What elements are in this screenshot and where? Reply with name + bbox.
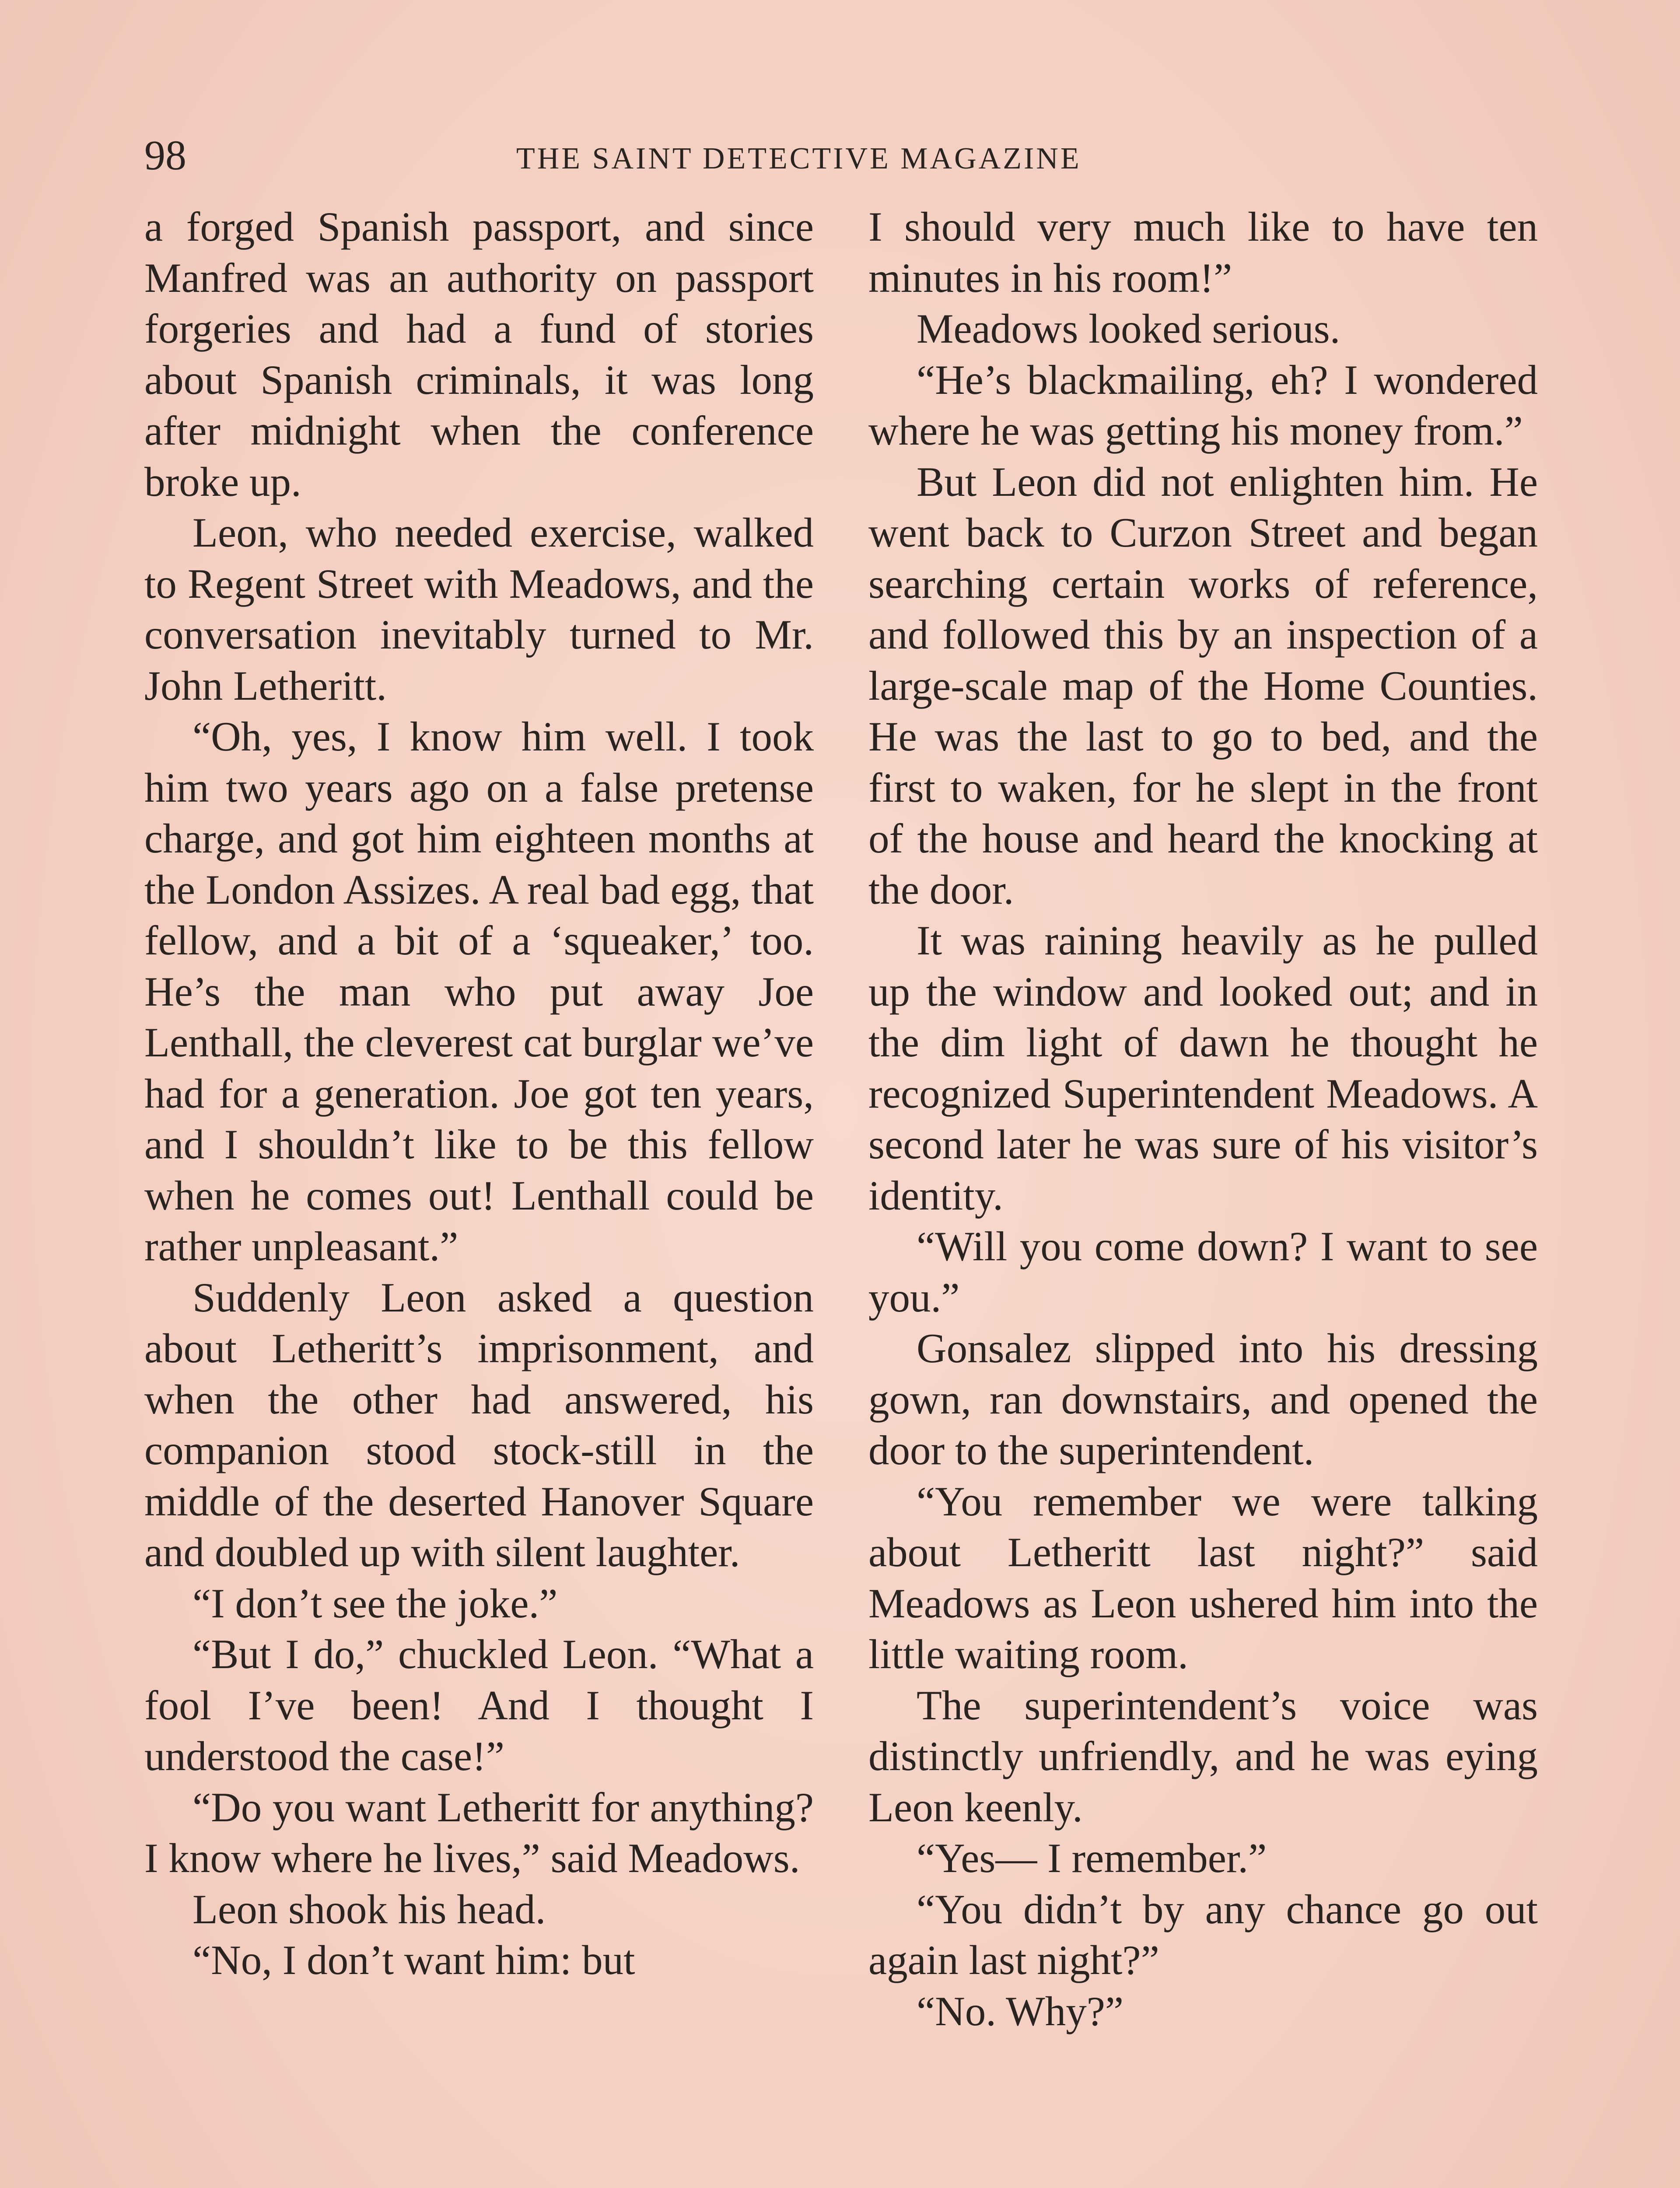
paragraph: “No. Why?” [917,1988,1124,2034]
page-number: 98 [144,132,186,179]
paragraph: “Do you want Letheritt for anything? I know where he lives,” said Meadows. [144,1784,814,1881]
paragraph: “He’s blackmailing, eh? I wondered where he was getting his money from.” [868,356,1538,454]
paragraph: “I don’t see the joke.” [192,1580,558,1627]
running-title: THE SAINT DETECTIVE MAGAZINE [516,142,1082,175]
paragraph: It was raining heavily as he pulled up the window and looked out; and in the dim light of dawn he thought he recognized Superintendent Meadows. A second later he was sure of his visitor’s identity. [868,917,1538,1219]
paragraph: But Leon did not enlighten him. He went back to Curzon Street and began searching certain works of reference, and followed this by an inspection of a large-scale map of the Home Counties. He was the last to go to bed, and the first to waken, for he slept in the front of the house and heard the knocking at the door. [868,458,1538,913]
paragraph: The superintendent’s voice was distinctly unfriendly, and he was eying Leon keenly. [868,1682,1538,1830]
right-column [868,201,1538,2037]
paragraph: “You remember we were talking about Letheritt last night?” said Meadows as Leon ushered him into the little waiting room. [868,1478,1538,1677]
paragraph: Gonsalez slipped into his dressing gown, ran downstairs, and opened the door to the superintendent. [868,1325,1538,1473]
paragraph: “No, I don’t want him: but [192,1937,635,1983]
paragraph: Leon shook his head. [192,1886,546,1932]
paragraph: “Oh, yes, I know him well. I took him two years ago on a false pretense charge, and got him eighteen months at the London Assizes. A real bad egg, that fellow, and a bit of a ‘squeaker,’ too. He’s the man who put away Joe Lenthall, the cleverest cat burglar we’ve had for a generation. Joe got ten years, and I shouldn’t like to be this fellow when he comes out! Lenthall could be rather unpleasant.” [144,713,814,1269]
page-header [144,131,1544,188]
left-column [144,201,814,1986]
paragraph: “Will you come down? I want to see you.” [868,1223,1538,1321]
paragraph: “But I do,” chuckled Leon. “What a fool I’ve been! And I thought I understood the case!” [144,1631,814,1779]
paragraph: “Yes— I remember.” [917,1835,1267,1881]
paragraph: Meadows looked serious. [917,305,1340,352]
paragraph: “You didn’t by any chance go out again last night?” [868,1886,1538,1983]
paragraph: Suddenly Leon asked a question about Letheritt’s imprisonment, and when the other had answered, his companion stood stock-still in the middle of the deserted Hanover Square and doubled up with silent laughter. [144,1274,814,1575]
paragraph: Leon, who needed exercise, walked to Regent Street with Meadows, and the conversation inevitably turned to Mr. John Letheritt. [144,509,814,709]
paragraph: a forged Spanish passport, and since Manfred was an authority on passport forgeries and had a fund of stories about Spanish criminals, it was long after midnight when the conference broke up. [144,203,814,505]
paragraph: I should very much like to have ten minutes in his room!” [868,203,1538,301]
